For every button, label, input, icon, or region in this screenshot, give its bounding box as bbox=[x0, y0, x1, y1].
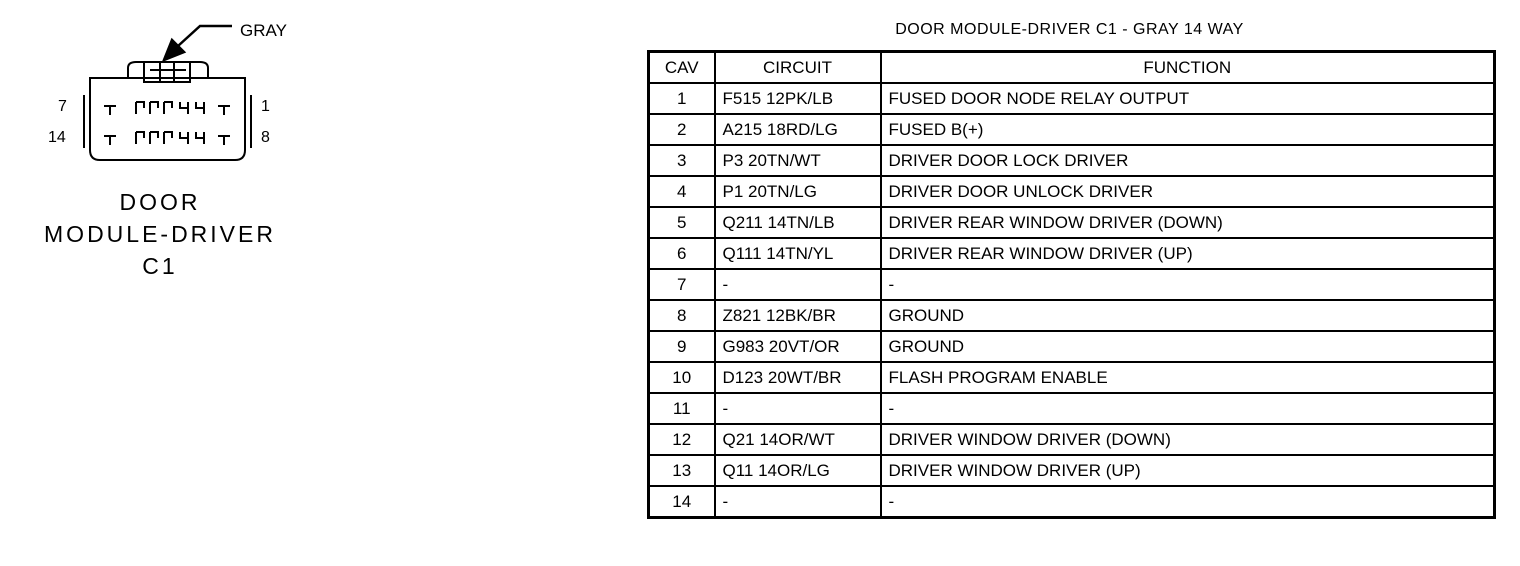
circuit-cell: - bbox=[715, 393, 881, 424]
circuit-cell: F515 12PK/LB bbox=[715, 83, 881, 114]
circuit-cell: Q111 14TN/YL bbox=[715, 238, 881, 269]
cav-cell: 5 bbox=[649, 207, 715, 238]
connector-name-line: MODULE-DRIVER bbox=[44, 221, 276, 247]
table-row bbox=[649, 114, 1495, 145]
circuit-cell: G983 20VT/OR bbox=[715, 331, 881, 362]
table-title: DOOR MODULE-DRIVER C1 - GRAY 14 WAY bbox=[895, 21, 1244, 38]
pin-label-top-left: 7 bbox=[58, 98, 67, 115]
cav-cell: 11 bbox=[649, 393, 715, 424]
circuit-cell: D123 20WT/BR bbox=[715, 362, 881, 393]
circuit-cell: P3 20TN/WT bbox=[715, 145, 881, 176]
table-row bbox=[649, 238, 1495, 269]
table-row bbox=[649, 145, 1495, 176]
cav-cell: 12 bbox=[649, 424, 715, 455]
circuit-cell: Q11 14OR/LG bbox=[715, 455, 881, 486]
cav-cell: 4 bbox=[649, 176, 715, 207]
function-cell: FUSED DOOR NODE RELAY OUTPUT bbox=[881, 83, 1495, 114]
connector-color-label: GRAY bbox=[240, 21, 287, 40]
function-cell: FUSED B(+) bbox=[881, 114, 1495, 145]
table-row bbox=[649, 207, 1495, 238]
pin-label-top-right: 1 bbox=[261, 98, 270, 115]
table-row bbox=[649, 486, 1495, 518]
table-row bbox=[649, 455, 1495, 486]
gray-leader-arrow bbox=[164, 26, 232, 60]
table-row bbox=[649, 362, 1495, 393]
table-row bbox=[649, 331, 1495, 362]
table-header-row bbox=[649, 52, 1495, 84]
function-cell: DRIVER REAR WINDOW DRIVER (UP) bbox=[881, 238, 1495, 269]
pin-row-bottom bbox=[104, 132, 230, 145]
connector-name-line: C1 bbox=[142, 253, 178, 279]
header-function: FUNCTION bbox=[881, 52, 1495, 84]
function-cell: - bbox=[881, 486, 1495, 518]
function-cell: - bbox=[881, 269, 1495, 300]
circuit-cell: - bbox=[715, 486, 881, 518]
function-cell: - bbox=[881, 393, 1495, 424]
circuit-cell: Z821 12BK/BR bbox=[715, 300, 881, 331]
cav-cell: 10 bbox=[649, 362, 715, 393]
circuit-cell: P1 20TN/LG bbox=[715, 176, 881, 207]
pin-label-bottom-right: 8 bbox=[261, 129, 270, 146]
table-row bbox=[649, 424, 1495, 455]
connector-name bbox=[10, 186, 310, 282]
cav-cell: 9 bbox=[649, 331, 715, 362]
function-cell: DRIVER WINDOW DRIVER (UP) bbox=[881, 455, 1495, 486]
cav-cell: 14 bbox=[649, 486, 715, 518]
pinout-table bbox=[647, 50, 1496, 519]
function-cell: GROUND bbox=[881, 300, 1495, 331]
circuit-cell: A215 18RD/LG bbox=[715, 114, 881, 145]
function-cell: DRIVER WINDOW DRIVER (DOWN) bbox=[881, 424, 1495, 455]
header-cav: CAV bbox=[649, 52, 715, 84]
pin-label-bottom-left: 14 bbox=[48, 129, 66, 146]
table-row bbox=[649, 83, 1495, 114]
cav-cell: 8 bbox=[649, 300, 715, 331]
function-cell: DRIVER DOOR LOCK DRIVER bbox=[881, 145, 1495, 176]
connector-housing bbox=[84, 62, 251, 160]
table-row bbox=[649, 176, 1495, 207]
circuit-cell: - bbox=[715, 269, 881, 300]
table-row bbox=[649, 269, 1495, 300]
table-row bbox=[649, 393, 1495, 424]
cav-cell: 13 bbox=[649, 455, 715, 486]
cav-cell: 2 bbox=[649, 114, 715, 145]
function-cell: DRIVER REAR WINDOW DRIVER (DOWN) bbox=[881, 207, 1495, 238]
connector-name-line: DOOR bbox=[119, 189, 201, 215]
cav-cell: 3 bbox=[649, 145, 715, 176]
function-cell: FLASH PROGRAM ENABLE bbox=[881, 362, 1495, 393]
table-row bbox=[649, 300, 1495, 331]
cav-cell: 7 bbox=[649, 269, 715, 300]
circuit-cell: Q211 14TN/LB bbox=[715, 207, 881, 238]
header-circuit: CIRCUIT bbox=[715, 52, 881, 84]
cav-cell: 6 bbox=[649, 238, 715, 269]
cav-cell: 1 bbox=[649, 83, 715, 114]
function-cell: GROUND bbox=[881, 331, 1495, 362]
function-cell: DRIVER DOOR UNLOCK DRIVER bbox=[881, 176, 1495, 207]
circuit-cell: Q21 14OR/WT bbox=[715, 424, 881, 455]
pin-row-top bbox=[104, 102, 230, 115]
